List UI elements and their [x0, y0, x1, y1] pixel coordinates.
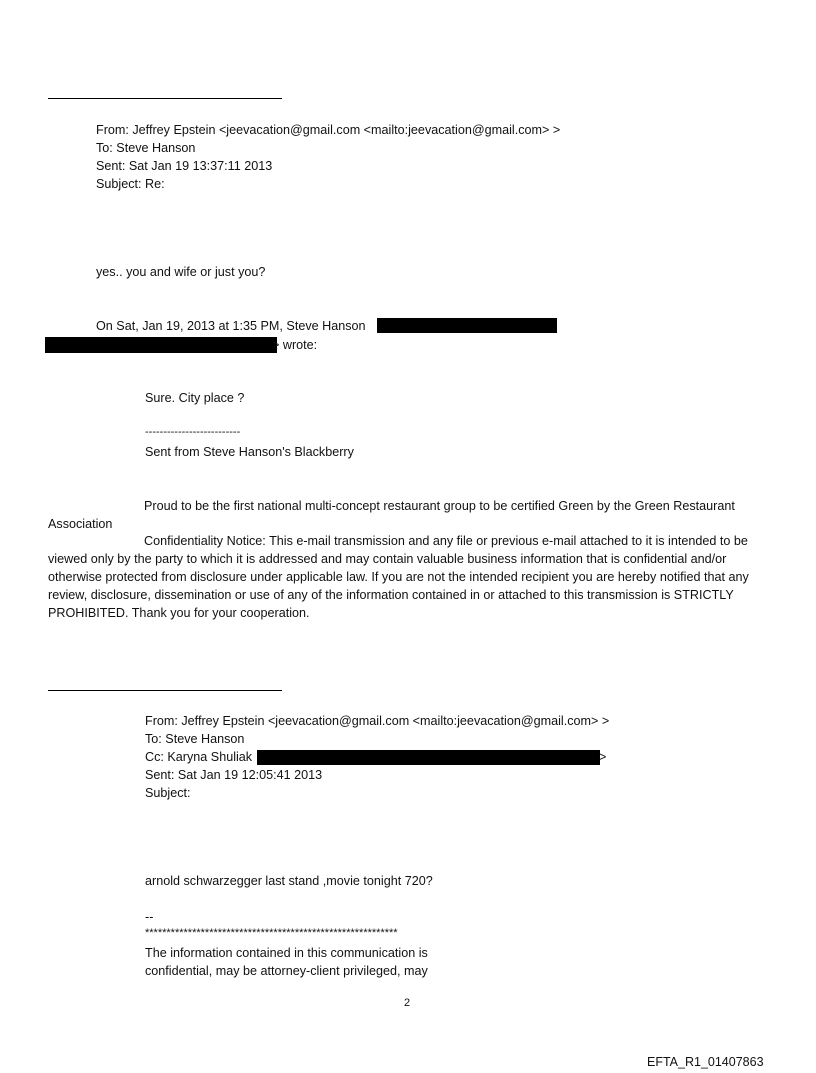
email2-body: arnold schwarzegger last stand ,movie tonight 720? [145, 874, 433, 888]
redaction-box [377, 318, 557, 333]
email1-quote-wrote: > wrote: [272, 338, 318, 352]
email2-cc: Cc: Karyna Shuliak [145, 750, 253, 764]
divider-line [48, 98, 282, 99]
email2-info-line: The information contained in this communication is [145, 946, 428, 960]
email1-separator: -------------------------- [145, 426, 241, 438]
email1-body: yes.. you and wife or just you? [96, 265, 266, 279]
email1-quote-line: On Sat, Jan 19, 2013 at 1:35 PM, Steve Hanson [96, 319, 366, 333]
email2-info-line: confidential, may be attorney-client privileged, may [145, 964, 428, 978]
email1-sent: Sent: Sat Jan 19 13:37:11 2013 [96, 159, 273, 173]
redaction-box [257, 750, 600, 765]
email1-from: From: Jeffrey Epstein <jeevacation@gmail.com <mailto:jeevacation@gmail.com> > [96, 123, 561, 137]
document-id-footer: EFTA_R1_01407863 [647, 1055, 764, 1069]
email2-from: From: Jeffrey Epstein <jeevacation@gmail.com <mailto:jeevacation@gmail.com> > [145, 714, 610, 728]
page-number: 2 [404, 997, 411, 1009]
email2-stars: *********************************************************** [145, 927, 398, 939]
email1-signature: Sent from Steve Hanson's Blackberry [145, 445, 354, 459]
email2-dashes: -- [145, 910, 154, 924]
redaction-box [45, 337, 277, 353]
email1-subject: Subject: Re: [96, 177, 165, 191]
email1-proud-paragraph [48, 497, 768, 533]
email1-proud-text: Proud to be the first national multi-concept restaurant group to be certified Green by the Green Restaurant Association [48, 499, 735, 531]
email1-quoted-body: Sure. City place ? [145, 391, 245, 405]
email2-to: To: Steve Hanson [145, 732, 245, 746]
email1-confidentiality-paragraph [48, 532, 770, 622]
divider-line [48, 690, 282, 691]
email2-subject: Subject: [145, 786, 191, 800]
email2-sent: Sent: Sat Jan 19 12:05:41 2013 [145, 768, 323, 782]
email1-confidentiality-text: Confidentiality Notice: This e-mail transmission and any file or previous e-mail attached to it is intended to be viewed only by the party to which it is addressed and may contain valuable business information that is confidential and/or otherwise protected from disclosure under applicable law. If you are not the intended recipient you are hereby notified that any review, disclosure, dissemination or use of any of the information contained in or attached to this transmission is STRICTLY PROHIBITED. Thank you for your cooperation. [48, 534, 749, 620]
email2-cc-end: > [599, 750, 607, 764]
email1-to: To: Steve Hanson [96, 141, 196, 155]
